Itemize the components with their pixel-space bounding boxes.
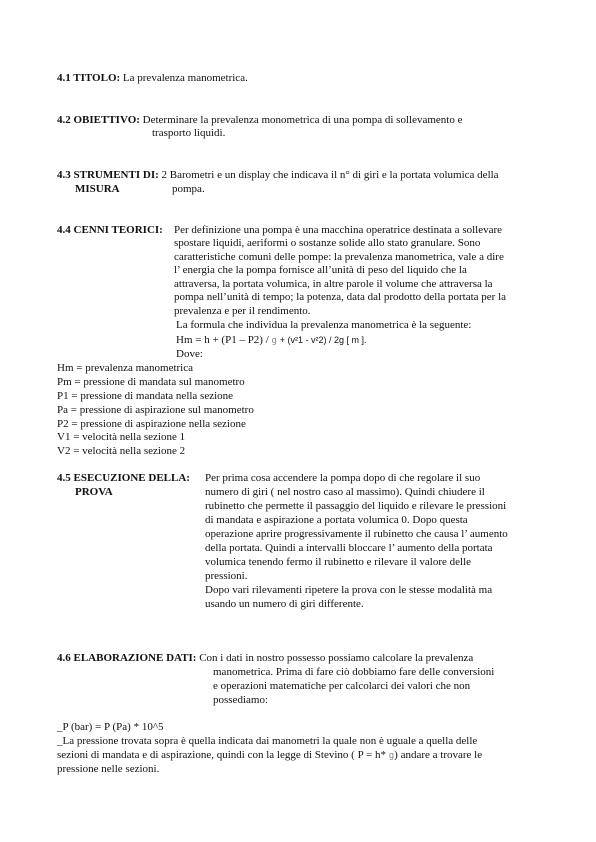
theory-line: spostare liquidi, aeriformi o sostanze solide allo stato granulare. Sono (174, 237, 481, 249)
theory-line: caratteristiche comuni delle pompe: la prevalenza manometrica, vale a dire (174, 251, 504, 263)
theory-line: attraversa, la portata volumica, in altre parole il volume che attraversa la (174, 278, 493, 290)
formula-rest: + (v²1 - v²2) / 2g [ m ]. (279, 335, 367, 345)
section-heading: 4.6 ELABORAZIONE DATI: (57, 652, 197, 664)
section-4-3 (57, 169, 499, 182)
procedure-line: volumica tenendo fermo il rubinetto e rilevare il valore delle (205, 556, 472, 568)
procedure-line: pressioni. (205, 570, 248, 582)
section-text: 2 Barometri e un display che indicava il n° di giri e la portata volumica della (161, 169, 499, 181)
procedure-line: rubinetto che permette il passaggio del liquido e rilevare le pressioni (205, 500, 507, 512)
section-text: trasporto liquidi. (152, 127, 226, 139)
stevino-paragraph-line: pressione nelle sezioni. (57, 763, 160, 775)
procedure-line: di mandata e aspirazione a portata volumica 0. Dopo questa (205, 514, 468, 526)
section-text: Con i dati in nostro possesso possiamo calcolare la prevalenza (199, 652, 474, 664)
formula-main: Hm = h + (P1 – P2) / (176, 334, 269, 346)
section-heading: 4.2 OBIETTIVO: (57, 114, 140, 126)
formula (176, 334, 366, 348)
theory-line: La formula che individua la prevalenza manometrica è la seguente: (176, 319, 472, 331)
section-4-5-heading-2: PROVA (75, 486, 113, 498)
data-line: possediamo: (213, 694, 268, 706)
section-heading: 4.1 TITOLO: (57, 72, 121, 84)
section-4-3-heading-2: MISURA (75, 183, 120, 195)
definition-item: V1 = velocità nella sezione 1 (57, 431, 186, 443)
definition-item: Hm = prevalenza manometrica (57, 362, 194, 374)
procedure-line: della portata. Quindi a intervalli bloccare l’ aumento della portata (205, 542, 493, 554)
procedure-line: Dopo vari rilevamenti ripetere la prova con le stesse modalità ma (205, 584, 493, 596)
procedure-line: numero di giri ( nel nostro caso al massimo). Quindi chiudere il (205, 486, 485, 498)
stevino-paragraph-line: sezioni di mandata e di aspirazione, quindi con la legge di Stevino ( P = h* g) andare a trovare le (57, 749, 483, 761)
theory-line: pompa nell’unità di tempo; la potenza, data dal prodotto della portata per la (174, 291, 507, 303)
procedure-line: usando un numero di giri differente. (205, 598, 364, 610)
definition-item: P2 = pressione di aspirazione nella sezione (57, 418, 246, 430)
theory-line: Per definizione una pompa è una macchina operatrice destinata a sollevare (174, 224, 503, 236)
section-4-4-heading: 4.4 CENNI TEORICI: (57, 224, 163, 236)
section-heading: 4.3 STRUMENTI DI: (57, 169, 159, 181)
definition-item: V2 = velocità nella sezione 2 (57, 445, 186, 457)
section-text: Determinare la prevalenza monometrica di una pompa di sollevamento e (142, 114, 463, 126)
procedure-line: Per prima cosa accendere la pompa dopo di che regolare il suo (205, 472, 481, 484)
data-line: e operazioni matematiche per calcolarci dei valori che non (213, 680, 471, 692)
section-4-2 (57, 114, 462, 127)
stevino-paragraph-line: _La pressione trovata sopra è quella indicata dai manometri la quale non è uguale a quella delle (57, 735, 478, 747)
definition-item: P1 = pressione di mandata nella sezione (57, 390, 234, 402)
conversion-formula: _P (bar) = P (Pa) * 10^5 (57, 721, 164, 733)
dove-label: Dove: (176, 348, 203, 360)
section-4-1 (57, 72, 248, 85)
section-4-2-cont (152, 127, 225, 140)
section-4-3-cont: pompa. (172, 183, 205, 195)
definition-item: Pa = pressione di aspirazione sul manometro (57, 404, 254, 416)
gamma-symbol: g (271, 336, 277, 346)
section-4-5-heading: 4.5 ESECUZIONE DELLA: (57, 472, 190, 484)
gamma-symbol: g (388, 751, 395, 761)
procedure-line: operazione aprire progressivamente il rubinetto che causa l’ aumento (205, 528, 508, 540)
section-4-6 (57, 652, 473, 665)
theory-line: l’ energia che la pompa fornisce all’unità di peso del liquido che la (174, 264, 467, 276)
section-text: La prevalenza manometrica. (122, 72, 248, 84)
definition-item: Pm = pressione di mandata sul manometro (57, 376, 245, 388)
data-line: manometrica. Prima di fare ciò dobbiamo fare delle conversioni (213, 666, 495, 678)
theory-line: prevalenza e per il rendimento. (174, 305, 311, 317)
